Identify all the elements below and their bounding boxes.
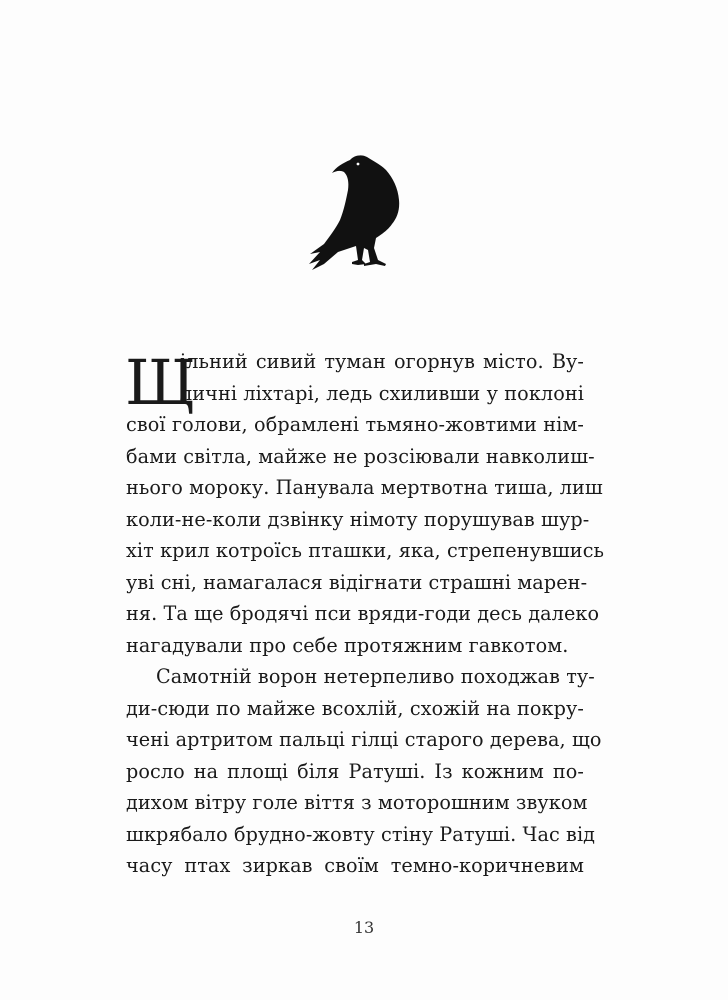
- text-line: ня. Та ще бродячі пси вряди-годи десь далеко: [126, 602, 600, 625]
- text-line: дихом вітру голе віття з моторошним звуком: [126, 791, 588, 814]
- text-line: коли-не-коли дзвінку німоту порушував шур-: [126, 507, 590, 531]
- text-line: ди-сюди по майже всохлій, схожій на покру-: [126, 696, 584, 720]
- raven-icon: [306, 152, 412, 274]
- text-line: шкрябало брудно-жовту стіну Ратуші. Час від: [126, 822, 596, 846]
- text-line: свої голови, обрамлені тьмяно-жовтими нім-: [126, 413, 584, 436]
- chapter-text: [125, 346, 605, 882]
- text-line: часу птах зиркав своїм темно-коричневим: [126, 854, 584, 877]
- text-line: уві сні, намагалася відігнати страшні марен-: [126, 570, 588, 594]
- text-line: бами світла, майже не розсіювали навколиш-: [126, 444, 595, 468]
- text-line: нього мороку. Панувала мертвотна тиша, лиш: [126, 476, 603, 499]
- page-number: 13: [353, 918, 375, 937]
- drop-cap: Щ: [125, 346, 196, 419]
- text-line: Самотній ворон нетерпеливо походжав ту-: [156, 665, 595, 688]
- text-line: хіт крил котроїсь пташки, яка, стрепенувшись: [126, 539, 605, 562]
- text-line: ільний сивий туман огорнув місто. Ву-: [180, 350, 584, 373]
- text-line: чені артритом пальці гілці старого дерева, що: [126, 728, 602, 751]
- text-line: росло на площі біля Ратуші. Із кожним по-: [126, 759, 584, 783]
- paragraph-2: [126, 661, 602, 882]
- text-line: личні ліхтарі, ледь схиливши у поклоні: [180, 381, 584, 405]
- text-line: нагадували про себе протяжним гавкотом.: [126, 633, 569, 657]
